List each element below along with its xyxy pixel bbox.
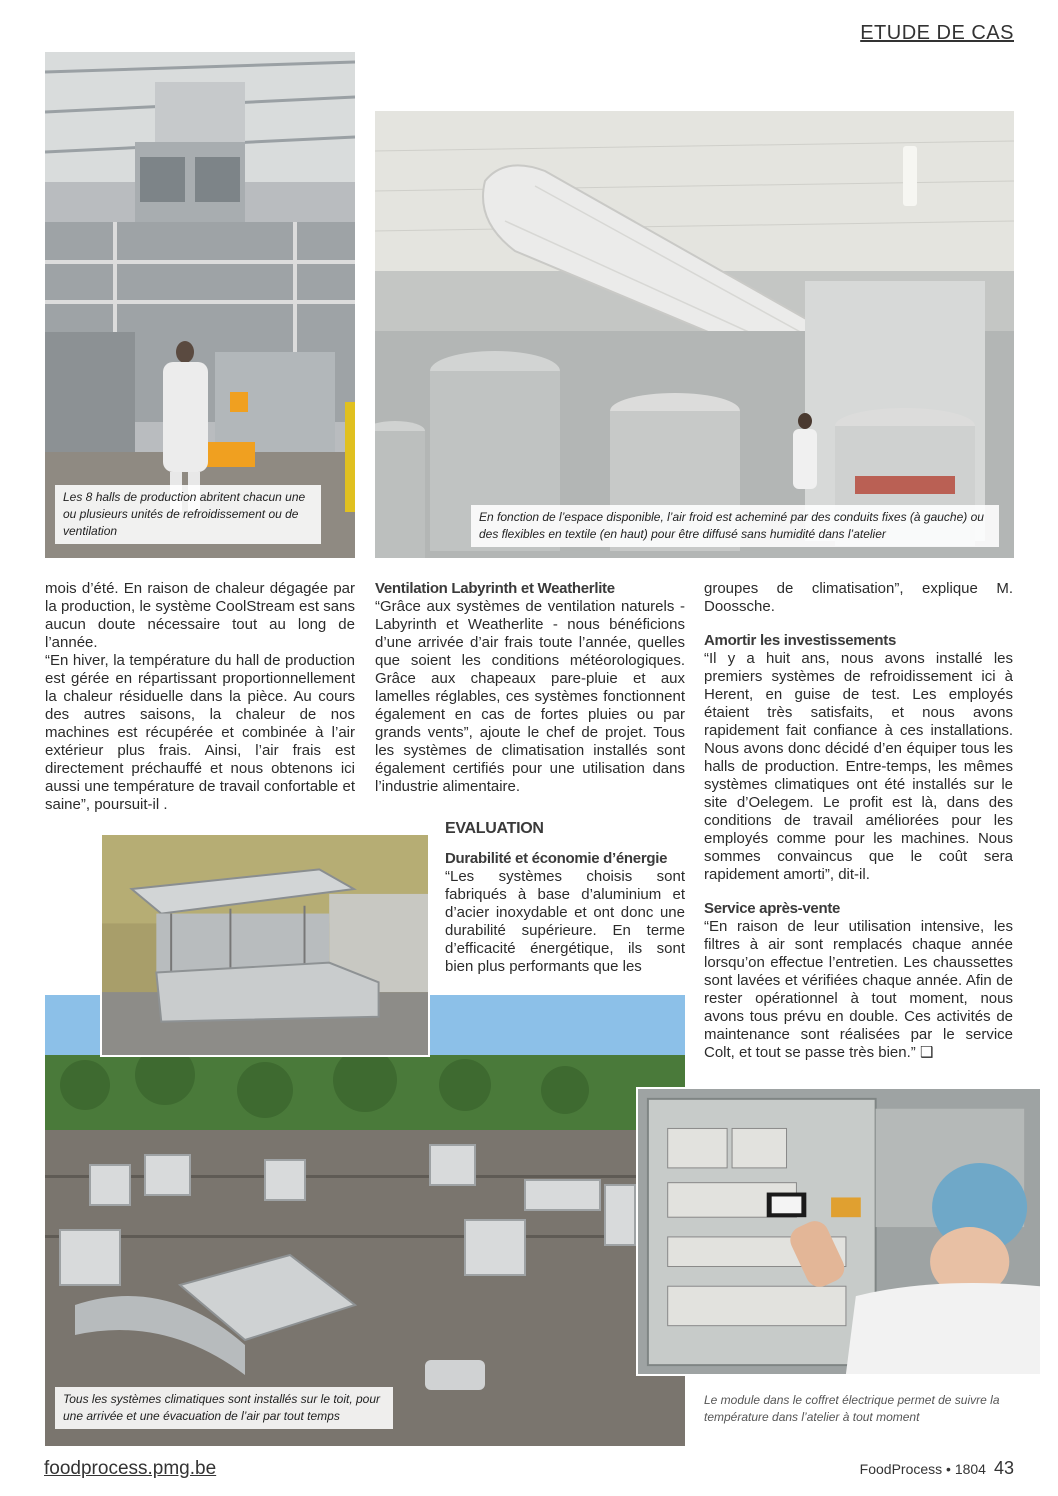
paragraph: mois d’été. En raison de chaleur dégagée par la production, le système CoolStream est sans aucun doute nécessaire tout au long de l’année.: [45, 580, 355, 651]
photo-caption-textile-ducts: En fonction de l’espace disponible, l’air froid est acheminé par des conduits fixes (à gauche) ou des flexibles en textile (en haut) pour être diffusé sans humidité dans l’atelier: [471, 505, 999, 547]
paragraph: “En hiver, la température du hall de production est gérée en répartissant proportionnellement la chaleur résiduelle dans la pièce. Au cours des autres saisons, la chaleur de nos machines est récupérée et combinée à l’air extérieur plus frais. Ainsi, l’air frais est directement préchauffé et nous obtenons ici aussi une température de travail confortable et saine”, poursuit-il .: [45, 652, 355, 813]
section-heading: EVALUATION: [445, 820, 544, 837]
text-column-2: [375, 580, 685, 796]
paragraph: “Les systèmes choisis sont fabriqués à base d’aluminium et d’acier inoxydable et ont donc une durabilité supérieure. En terme d’efficacité énergétique, ils sont bien plus performants que les: [445, 868, 685, 975]
subheading: Ventilation Labyrinth et Weatherlite: [375, 580, 615, 597]
text-column-3: [704, 580, 1013, 1062]
photo-caption-rooftop: Tous les systèmes climatiques sont installés sur le toit, pour une arrivée et une évacuation de l’air par tout temps: [55, 1387, 393, 1429]
section-tag: ETUDE DE CAS: [860, 22, 1014, 44]
paragraph: groupes de climatisation”, explique M. Doossche.: [704, 580, 1013, 615]
subheading: Amortir les investissements: [704, 632, 896, 649]
text-column-1: [45, 580, 355, 814]
photo-caption-production-hall: Les 8 halls de production abritent chacun une ou plusieurs unités de refroidissement ou de ventilation: [55, 485, 321, 544]
subheading: Service après-vente: [704, 900, 841, 917]
paragraph: “En raison de leur utilisation intensive, les filtres à air sont remplacés chaque année lorsqu’on effectue l’entretien. Les chaussettes sont lavées et vérifiées chaque année. Afin de rester opérationnel à tout moment, nous avons tous prévu en double. Ces activités de maintenance sont réalisées par le service Colt, et tout se passe très bien.” ❑: [704, 918, 1013, 1061]
photo-rooftop-ventilator: [100, 833, 430, 1057]
magazine-issue: FoodProcess • 1804: [859, 1461, 986, 1477]
photo-rooftop-units: [45, 995, 685, 1446]
page-number: 43: [993, 1458, 1014, 1478]
photo-production-hall: [45, 52, 355, 558]
paragraph: “Il y a huit ans, nous avons installé les premiers systèmes de refroidissement ici à Herent, en guise de test. Les employés étaient très satisfaits, et nous avons rapidement fait confiance à ces installations. Nous avons donc décidé d’en équiper tous les halls de production. Entre-temps, les mêmes systèmes climatiques ont été installés sur le site d’Oelegem. Le profit est là, dans des conditions de travail améliorées pour les employés comme pour les machines. Nous sommes convaincus que le coût sera rapidement amorti”, dit-il.: [704, 650, 1013, 883]
paragraph: “Grâce aux systèmes de ventilation naturels - Labyrinth et Weatherlite - nous bénéficions d’une arrivée d’air frais toute l’année, quelles que soient les conditions météorologiques. Grâce aux chapeaux pare-pluie et aux lamelles réglables, ces systèmes fonctionnent également en cas de fortes pluies ou par grands vents”, ajoute le chef de projet. Tous les systèmes de climatisation installés sont également certifiés pour une utilisation dans l’industrie alimentaire.: [375, 598, 685, 795]
footer-website-link[interactable]: foodprocess.pmg.be: [44, 1458, 217, 1479]
photo-electrical-cabinet: [636, 1087, 1042, 1376]
text-column-2b: [445, 820, 685, 976]
footer-page-info: [860, 1458, 1014, 1479]
photo-caption-electrical-cabinet: Le module dans le coffret électrique permet de suivre la température dans l’atelier à tout moment: [704, 1393, 1000, 1424]
subheading: Durabilité et économie d’énergie: [445, 850, 668, 867]
photo-textile-ducts: [375, 111, 1014, 558]
